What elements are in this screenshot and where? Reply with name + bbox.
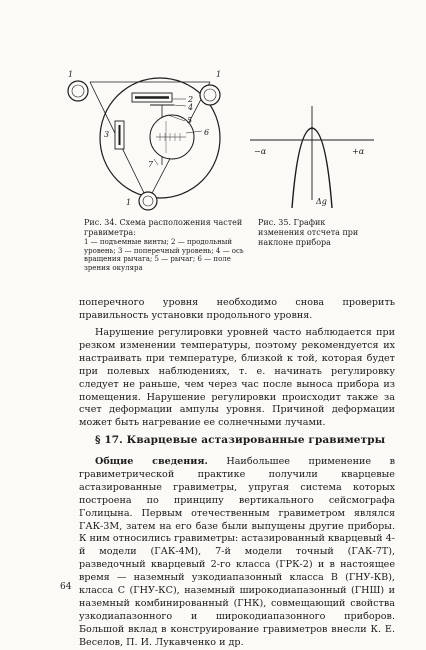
fig34-label-7: 7 (148, 160, 154, 169)
fig34-label-1b: 1 (216, 70, 222, 79)
fig35-label-delta-g: Δg (316, 197, 327, 206)
fig34-label-2: 2 (188, 95, 194, 104)
fig34-label-6: 6 (204, 128, 210, 137)
fig34-label-5: 5 (187, 116, 193, 125)
figure-35-reading-graph (248, 100, 378, 220)
paragraph-1-text: поперечного уровня необходимо снова проверить правильность установки продольного уровня. (79, 297, 395, 321)
fig34-label-4: 4 (188, 103, 194, 112)
fig35-label-plus-alpha: +α (352, 147, 365, 156)
fig34-label-3: 3 (104, 130, 110, 139)
fig34-label-1c: 1 (126, 198, 132, 207)
paragraph-1 (79, 297, 395, 323)
section-heading: § 17. Кварцевые астазированные гравиметры (95, 434, 386, 446)
figure-34-caption (84, 218, 254, 272)
figure-35-caption (258, 218, 368, 248)
paragraph-2 (79, 327, 395, 430)
paragraph-3-lead: Общие сведения. (95, 456, 208, 467)
figure-35-caption-text: Рис. 35. График изменения отсчета при наклоне прибора (258, 218, 359, 247)
figure-34-caption-title: Рис. 34. Схема расположения частей гравиметра: (84, 218, 243, 237)
figure-34-caption-legend: 1 — подъемные винты; 2 — продольный уровень; 3 — поперечный уровень; 4 — ось вращения рычага; 5 — рычаг; 6 — поле зрения окуляра (84, 238, 244, 272)
figure-34-gravimeter-diagram (60, 55, 255, 215)
fig34-label-1a: 1 (68, 70, 74, 79)
paragraph-3 (79, 456, 395, 650)
paragraph-2-text: Нарушение регулировки уровней часто наблюдается при резком изменении температуры, поэтому рекомендуется их настраивать при температуре, близкой к той, которая будет при полевых наблюдениях, т. е. начинать регулировку следует не раньше, чем через час после выноса прибора из помещения. Нарушение регулировки происходит также за счет деформации ампулы уровня. Причиной деформации может быть нагревание ее солнечными лучами. (79, 327, 395, 429)
fig35-label-minus-alpha: −α (254, 147, 267, 156)
page-number: 64 (60, 582, 72, 592)
paragraph-3-text: Наибольшее применение в гравиметрической практике получили кварцевые астазированные гравиметры, упругая система которых построена по принципу вертикального сейсмографа Голицына. Первым отечественным гравиметром являлся ГАК-3М, затем на его базе были выпущены другие приборы. К ним относились гравиметры: астазированный кварцевый 4-й модели (ГАК-4М), 7-й модели точный (ГАК-7Т), разведочный кварцевый 2-го класса (ГРК-2) и в настоящее время — наземный узкодиапазонный класса В (ГНУ-КВ), класса С (ГНУ-КС), наземный широкодиапазонный (ГНШ) и наземный комбинированный (ГНК), совмещающий свойства узкодиапазонного и широкодиапазонного приборов. Большой вклад в конструирование гравиметров внесли К. Е. Веселов, П. И. Лукавченко и др. (79, 456, 395, 648)
